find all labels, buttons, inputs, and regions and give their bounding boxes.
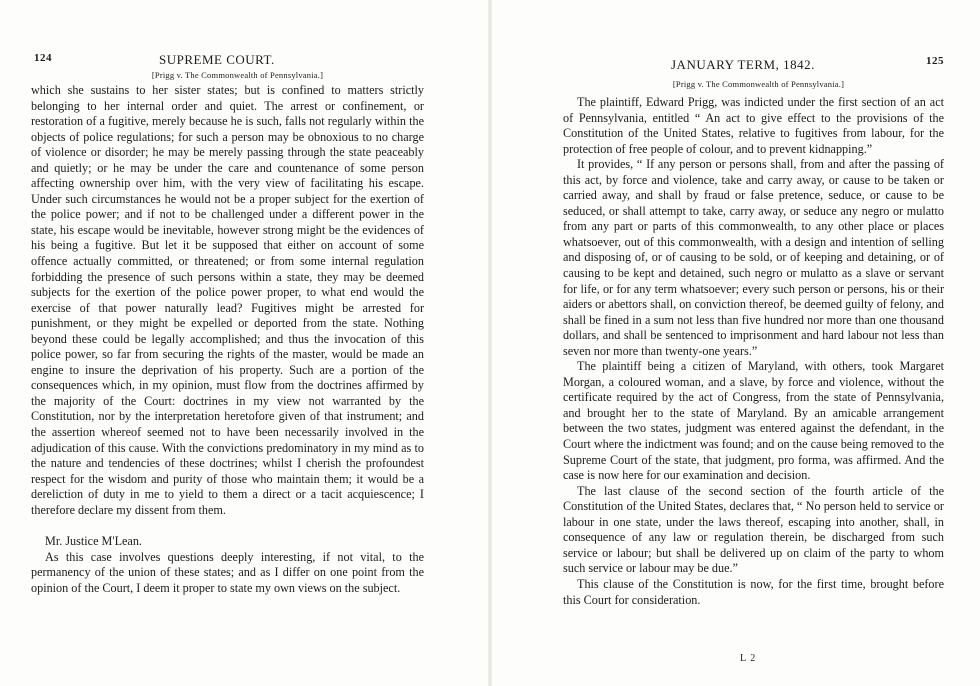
right-body-text	[563, 95, 944, 608]
left-paragraph-1: which she sustains to her sister states; but is confined to matters strictly belonging to her internal order and quiet. The arrest or confinement, or restoration of a fugitive, merely because he is such, falls not regularly within the objects of police regulations; for such a person may be obnoxious to no charge of violence or disorder; he may be merely passing through the state peaceably and quietly; or he may be under the care and countenance of some person affecting ownership over him, with the very view of facilitating his escape. Under such circumstances he would not be a proper subject for the exertion of the police power; and if not to be challenged under a different power in the state, his escape would be inevitable, however strong might be the evidences of his being a fugitive. But let it be supposed that either on account of some offence actually committed, or threatened; or from some internal regulation forbidding the presence of such persons within a state, they may be deemed subjects for the exertion of the police power proper, to what end would the exercise of that power naturally lead? Fugitives might be arrested for punishment, or they might be expelled or deported from the state. Nothing beyond these could be legally accomplished; and thus the invocation of this police power, so far from securing the rights of the master, would be made an engine to insure the deprivation of his property. Such are a portion of the consequences which, in my opinion, must flow from the doctrines affirmed by the majority of the Court: doctrines in my view not warranted by the Constitution, nor by the interpretation heretofore given of that instrument; and the assertion whereof seemed not to have been necessarily involved in the adjudication of this cause. With the convictions predominatory in my mind as to the nature and tendencies of these doctrines; whilst I cherish the profoundest respect for the wisdom and purity of those who maintain them; it would be a dereliction of duty in me to yield to them a direct or a tacit acquiescence; I therefore declare my dissent from them.	[31, 83, 424, 517]
right-paragraph-5: This clause of the Constitution is now, for the first time, brought before this Court for consideration.	[563, 576, 944, 607]
right-paragraph-3: The plaintiff being a citizen of Maryland, with others, took Margaret Morgan, a coloured woman, and a slave, by force and violence, without the certificate required by the act of Congress, from the state of Pennsylvania, and brought her to the state of Maryland. By an amicable arrangement between the two states, judgment was entered against the defendant, in the Court where the indictment was found; and on the cause being removed to the Supreme Court of the state, that judgment, pro forma, was affirmed. And the case is now here for our examination and decision.	[563, 359, 944, 483]
right-paragraph-4: The last clause of the second section of the fourth article of the Constitution of the United States, declares that, “ No person held to service or labour in one state, under the laws thereof, escaping into another, shall, in consequence of any law or regulation therein, be discharged from such service or labour; but shall be delivered up on claim of the party to whom such service or labour may be due.”	[563, 483, 944, 576]
right-running-head	[563, 55, 944, 71]
right-case-reference: [Prigg v. The Commonwealth of Pennsylvania.]	[672, 79, 845, 89]
speaker-heading: Mr. Justice M'Lean.	[45, 534, 142, 549]
left-running-head	[31, 52, 424, 68]
paragraph-spacer	[31, 518, 424, 530]
left-case-reference: [Prigg v. The Commonwealth of Pennsylvania.]	[151, 70, 324, 80]
right-running-title: JANUARY TERM, 1842.	[671, 57, 815, 72]
right-paragraph-2: It provides, “ If any person or persons shall, from and after the passing of this act, by force and violence, take and carry away, or cause to be taken or carried away, and shall by fraud or false pretence, seduce, or cause to be seduced, or shall attempt to take, carry away, or seduce any negro or mulatto from any part or parts of this commonwealth, to any other place or places whatsoever, out of this commonwealth, with a design and intention of selling and disposing of, or of causing to be sold, or of keeping and detaining, or of causing to be kept and detained, such negro or mulatto as a slave or servant for life, or for any term whatsoever; every such person or persons, his or their aiders or abettors shall, on conviction thereof, be deemed guilty of felony, and shall be fined in a sum not less than five hundred nor more than one thousand dollars, and shall be sentenced to imprisonment and hard labour not less than seven nor more than twenty-one years.”	[563, 157, 944, 358]
left-running-title: SUPREME COURT.	[159, 52, 275, 67]
right-page	[490, 0, 980, 686]
left-paragraph-2: As this case involves questions deeply interesting, if not vital, to the permanency of the union of these states; and as I differ on one point from the opinion of the Court, I deem it proper to state my own views on the subject.	[31, 549, 424, 595]
signature-mark: L 2	[740, 653, 757, 664]
left-body-text	[31, 83, 424, 597]
left-page-number: 124	[34, 52, 52, 64]
right-paragraph-1: The plaintiff, Edward Prigg, was indicted under the first section of an act of Pennsylvania, entitled “ An act to give effect to the provisions of the Constitution of the United States, relative to fugitives from labour, for the protection of free people of colour, and to prevent kidnapping.”	[563, 95, 944, 156]
right-page-number: 125	[926, 55, 944, 67]
